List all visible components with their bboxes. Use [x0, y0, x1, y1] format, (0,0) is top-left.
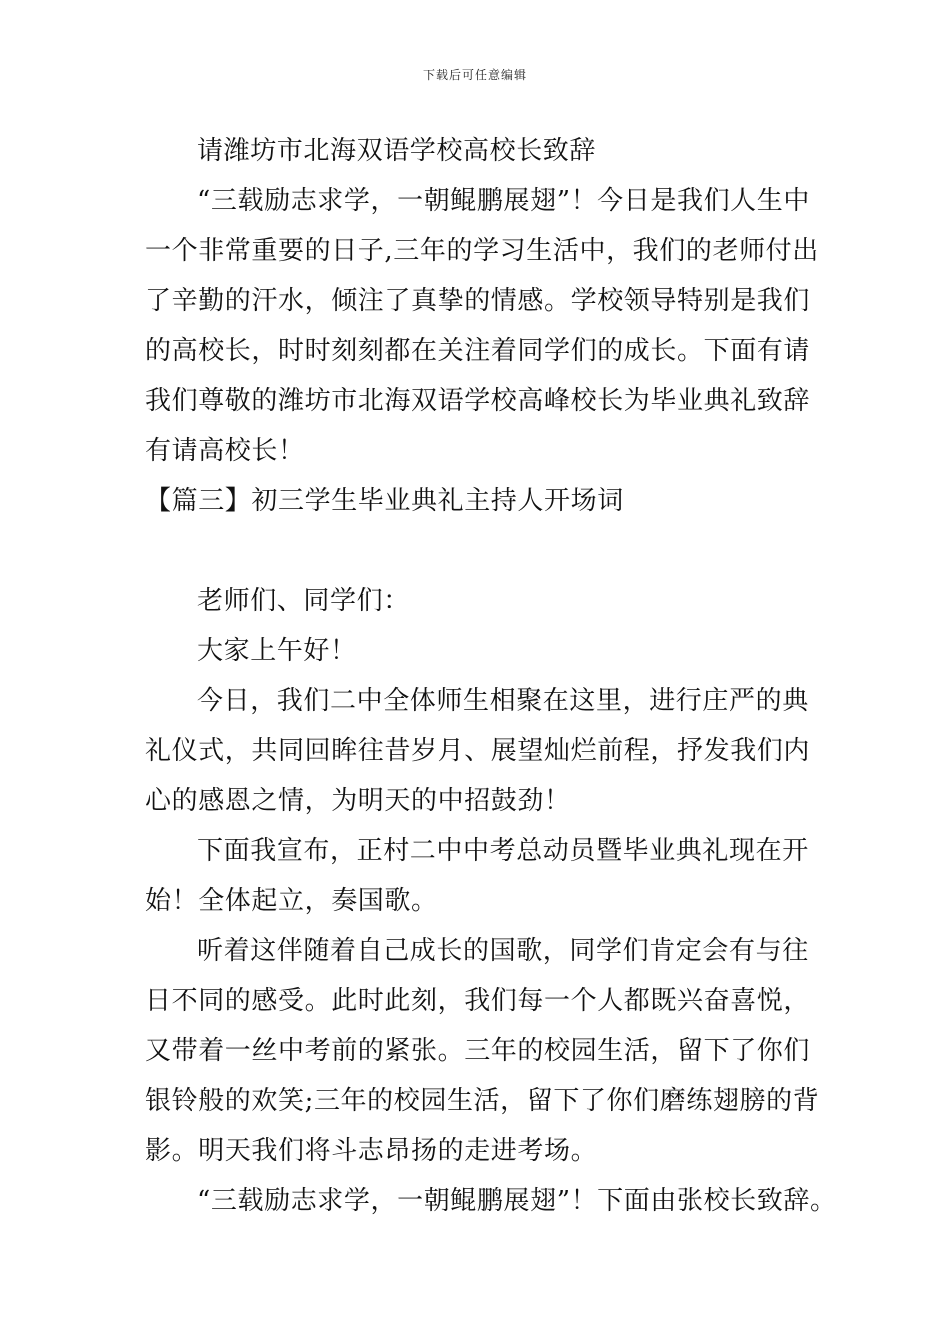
text-line: 又带着一丝中考前的紧张。三年的校园生活，留下了你们: [145, 1036, 811, 1066]
text-line: 请潍坊市北海双语学校高校长致辞: [197, 136, 597, 166]
text-line: 大家上午好！: [197, 636, 357, 666]
text-line: 了辛勤的汗水，倾注了真挚的情感。学校领导特别是我们: [145, 286, 811, 316]
text-line: 今日，我们二中全体师生相聚在这里，进行庄严的典: [197, 686, 809, 716]
text-line: “三载励志求学，一朝鲲鹏展翅”！下面由张校长致辞。: [197, 1186, 837, 1216]
text-line: 我们尊敬的潍坊市北海双语学校高峰校长为毕业典礼致辞: [145, 386, 811, 416]
text-line: 礼仪式，共同回眸往昔岁月、展望灿烂前程，抒发我们内: [145, 736, 811, 766]
text-line: 心的感恩之情，为明天的中招鼓劲！: [145, 786, 571, 816]
text-line: 的高校长，时时刻刻都在关注着同学们的成长。下面有请: [145, 336, 811, 366]
text-line: 日不同的感受。此时此刻，我们每一个人都既兴奋喜悦，: [145, 986, 811, 1016]
header-note: 下载后可任意编辑: [422, 68, 527, 82]
text-line: 始！全体起立，奏国歌。: [145, 886, 438, 916]
text-line: 银铃般的欢笑;三年的校园生活，留下了你们磨练翅膀的背: [145, 1086, 820, 1116]
text-line: 下面我宣布，正村二中中考总动员暨毕业典礼现在开: [197, 836, 809, 866]
section-heading: 【篇三】初三学生毕业典礼主持人开场词: [145, 486, 624, 516]
blank-gap: [145, 526, 813, 576]
text-line: “三载励志求学，一朝鲲鹏展翅”！今日是我们人生中: [197, 186, 810, 216]
document-body: [145, 126, 837, 1226]
text-line: 有请高校长！: [145, 436, 305, 466]
text-line: 听着这伴随着自己成长的国歌，同学们肯定会有与往: [197, 936, 809, 966]
text-line: 老师们、同学们：: [197, 586, 410, 616]
text-line: 一个非常重要的日子,三年的学习生活中，我们的老师付出: [145, 236, 819, 266]
text-line: 影。明天我们将斗志昂扬的走进考场。: [145, 1136, 598, 1166]
